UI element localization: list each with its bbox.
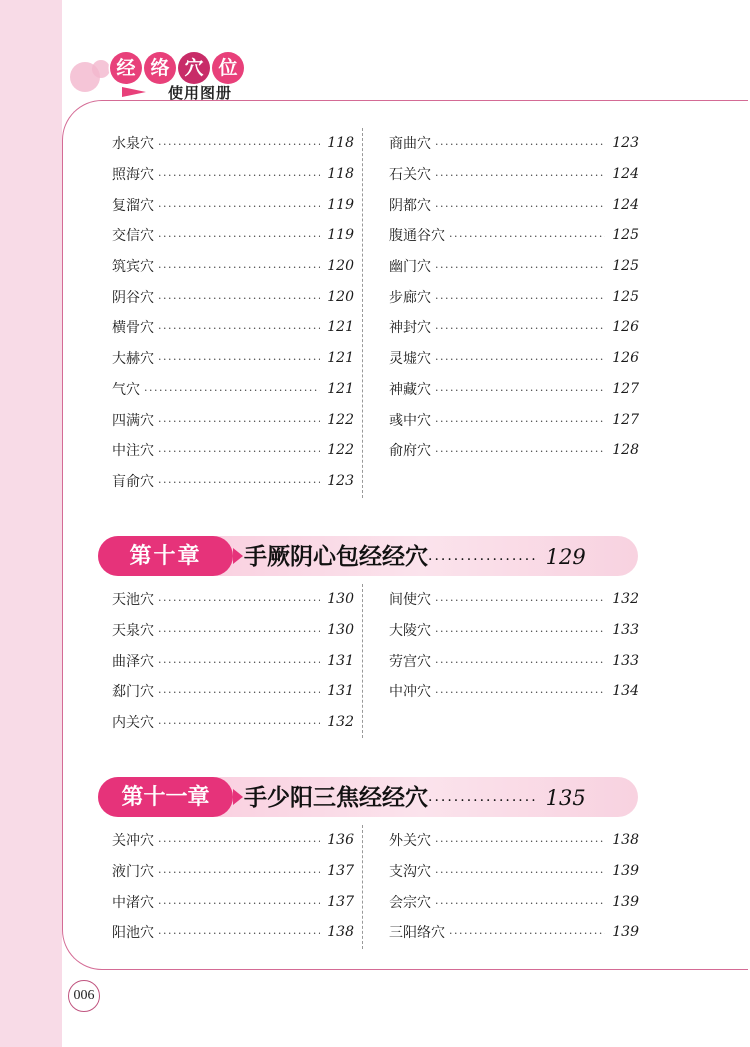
toc-entry-name: 郄门穴 [112,684,154,701]
toc-entry-page: 123 [612,135,639,152]
toc-entry-name: 关冲穴 [112,833,154,850]
toc-entry-page: 128 [612,442,639,459]
toc-entry[interactable] [112,615,362,646]
toc-entry[interactable] [389,374,639,405]
toc-entry[interactable] [112,825,362,856]
chapter-heading-10[interactable] [98,536,638,576]
leader-dots [158,169,320,182]
toc-entry[interactable] [112,374,362,405]
leader-dots [435,169,605,182]
chapter-label: 第十章 [98,536,233,576]
toc-entry-page: 134 [612,683,639,700]
leader-dots [435,261,605,274]
toc-entry-page: 127 [612,380,639,397]
toc-entry[interactable] [389,886,639,917]
leader-dots [435,866,605,879]
toc-entry-page: 139 [612,924,639,941]
toc-entry-name: 横骨穴 [112,320,154,337]
page-number: 006 [68,980,100,1012]
toc-entry[interactable] [112,676,362,707]
toc-entry[interactable] [389,435,639,466]
leader-dots [435,594,605,607]
leader-dots [158,292,320,305]
toc-section-3 [112,825,639,949]
toc-entry-name: 腹通谷穴 [389,228,445,245]
leader-dots [158,866,320,879]
leader-dots [158,353,320,366]
toc-entry-name: 交信穴 [112,228,154,245]
toc-entry[interactable] [389,312,639,343]
toc-entry[interactable] [389,343,639,374]
toc-entry-name: 商曲穴 [389,136,431,153]
toc-entry-page: 131 [327,652,354,669]
chapter-page: 135 [545,786,586,810]
leader-dots [435,656,605,669]
toc-entry-name: 天泉穴 [112,623,154,640]
toc-entry[interactable] [112,189,362,220]
leader-dots [158,686,320,699]
leader-dots [158,322,320,335]
toc-entry-name: 中渚穴 [112,894,154,911]
toc-section-1 [112,128,639,498]
chapter-leader-dots: ················· [428,793,538,809]
toc-entry-page: 138 [612,832,639,849]
toc-entry-name: 中冲穴 [389,684,431,701]
toc-entry-name: 曲泽穴 [112,653,154,670]
toc-entry-page: 139 [612,893,639,910]
toc-column-right [389,825,639,948]
toc-entry-name: 液门穴 [112,864,154,881]
toc-entry-page: 126 [612,350,639,367]
chapter-title-row [244,777,586,817]
toc-entry[interactable] [389,159,639,190]
toc-entry-name: 气穴 [112,381,140,398]
leader-dots [435,445,605,458]
toc-entry-name: 照海穴 [112,167,154,184]
toc-entry-name: 三阳络穴 [389,925,445,942]
toc-entry-page: 122 [327,411,354,428]
toc-entry[interactable] [112,159,362,190]
toc-entry[interactable] [389,917,639,948]
toc-entry-page: 136 [327,832,354,849]
side-band [0,0,62,1047]
leader-dots [158,897,320,910]
toc-entry-name: 四满穴 [112,412,154,429]
leader-dots [158,261,320,274]
toc-entry[interactable] [389,645,639,676]
toc-entry-name: 中注穴 [112,443,154,460]
logo-char: 位 [212,52,244,84]
toc-entry-page: 118 [327,166,354,183]
toc-entry-page: 125 [612,258,639,275]
leader-dots [435,322,605,335]
leader-dots [435,415,605,428]
leader-dots [158,415,320,428]
toc-entry-name: 劳宫穴 [389,653,431,670]
leader-dots [158,927,320,940]
toc-entry-name: 复溜穴 [112,197,154,214]
toc-entry-page: 123 [327,472,354,489]
leader-dots [144,384,320,397]
toc-entry-name: 俞府穴 [389,443,431,460]
toc-entry-page: 130 [327,591,354,608]
toc-entry-page: 125 [612,288,639,305]
arrow-icon [122,87,146,97]
toc-entry-page: 121 [327,319,354,336]
toc-entry-page: 127 [612,411,639,428]
toc-entry-page: 133 [612,652,639,669]
toc-column-left [112,825,363,949]
toc-entry-page: 131 [327,683,354,700]
toc-entry-page: 132 [327,714,354,731]
leader-dots [435,292,605,305]
toc-entry[interactable] [112,251,362,282]
toc-entry-name: 灵墟穴 [389,351,431,368]
toc-entry[interactable] [112,435,362,466]
toc-entry-name: 步廊穴 [389,289,431,306]
leader-dots [435,897,605,910]
leader-dots [158,138,320,151]
toc-entry-name: 神封穴 [389,320,431,337]
toc-entry-name: 天池穴 [112,592,154,609]
logo-char: 经 [110,52,142,84]
toc-entry[interactable] [389,856,639,887]
chapter-leader-dots: ················· [428,552,538,568]
toc-entry-name: 会宗穴 [389,894,431,911]
toc-entry-page: 138 [327,924,354,941]
toc-entry[interactable] [112,856,362,887]
toc-entry-name: 阳池穴 [112,925,154,942]
toc-entry[interactable] [112,128,362,159]
leader-dots [435,138,605,151]
toc-entry[interactable] [389,251,639,282]
toc-entry-name: 肓俞穴 [112,473,154,490]
toc-entry[interactable] [389,404,639,435]
toc-entry-name: 筑宾穴 [112,259,154,276]
leader-dots [158,200,320,213]
toc-entry[interactable] [112,312,362,343]
toc-entry[interactable] [389,128,639,159]
toc-entry[interactable] [112,404,362,435]
logo-char: 穴 [178,52,210,84]
leader-dots [158,594,320,607]
toc-entry[interactable] [112,281,362,312]
chapter-title: 手厥阴心包经经穴 [244,543,428,570]
toc-entry[interactable] [389,615,639,646]
toc-entry-page: 137 [327,863,354,880]
leader-dots [158,717,320,730]
toc-entry-name: 阴谷穴 [112,289,154,306]
toc-entry-page: 130 [327,622,354,639]
chapter-title-row [244,536,586,576]
toc-entry-name: 外关穴 [389,833,431,850]
toc-entry[interactable] [112,584,362,615]
toc-entry-page: 125 [612,227,639,244]
toc-entry-name: 幽门穴 [389,259,431,276]
toc-entry-name: 内关穴 [112,715,154,732]
toc-column-left [112,584,363,738]
toc-entry[interactable] [389,584,639,615]
toc-entry[interactable] [389,281,639,312]
toc-entry-page: 132 [612,591,639,608]
toc-entry-name: 大赫穴 [112,351,154,368]
toc-column-right [389,128,639,466]
leader-dots [158,625,320,638]
toc-entry-name: 石关穴 [389,167,431,184]
header-subtitle: 使用图册 [168,84,233,102]
toc-entry-page: 124 [612,196,639,213]
toc-column-right [389,584,639,707]
toc-entry-page: 133 [612,622,639,639]
leader-dots [158,476,320,489]
toc-entry-page: 137 [327,893,354,910]
leader-dots [449,927,605,940]
leader-dots [158,230,320,243]
toc-entry-page: 120 [327,288,354,305]
leader-dots [435,625,605,638]
chapter-heading-11[interactable] [98,777,638,817]
toc-entry-page: 124 [612,166,639,183]
logo-char: 络 [144,52,176,84]
toc-entry-name: 神藏穴 [389,381,431,398]
toc-entry-name: 支沟穴 [389,864,431,881]
toc-column-left [112,128,363,498]
toc-entry[interactable] [112,917,362,948]
toc-entry-page: 119 [327,227,354,244]
toc-entry[interactable] [112,220,362,251]
toc-entry-page: 120 [327,258,354,275]
toc-entry-page: 118 [327,135,354,152]
toc-entry-page: 126 [612,319,639,336]
leader-dots [158,835,320,848]
leader-dots [435,686,605,699]
toc-entry-page: 122 [327,442,354,459]
toc-entry-name: 水泉穴 [112,136,154,153]
chapter-title: 手少阳三焦经经穴 [244,784,428,811]
leader-dots [435,200,605,213]
toc-entry[interactable] [112,645,362,676]
toc-entry-name: 间使穴 [389,592,431,609]
toc-entry[interactable] [112,343,362,374]
leader-dots [158,445,320,458]
toc-entry-page: 121 [327,350,354,367]
toc-section-2 [112,584,639,738]
toc-entry-page: 121 [327,380,354,397]
toc-entry-page: 119 [327,196,354,213]
toc-entry-name: 阴都穴 [389,197,431,214]
toc-entry[interactable] [389,220,639,251]
toc-entry[interactable] [389,676,639,707]
toc-entry-name: 彧中穴 [389,412,431,429]
toc-entry[interactable] [389,825,639,856]
chapter-label: 第十一章 [98,777,233,817]
leader-dots [435,353,605,366]
toc-entry[interactable] [112,886,362,917]
toc-entry-page: 139 [612,863,639,880]
chapter-page: 129 [545,545,586,569]
toc-entry[interactable] [389,189,639,220]
toc-entry[interactable] [112,466,362,497]
header-logo [74,52,244,86]
leader-dots [449,230,605,243]
leader-dots [435,835,605,848]
toc-entry[interactable] [112,707,362,738]
leader-dots [158,656,320,669]
toc-entry-name: 大陵穴 [389,623,431,640]
leader-dots [435,384,605,397]
